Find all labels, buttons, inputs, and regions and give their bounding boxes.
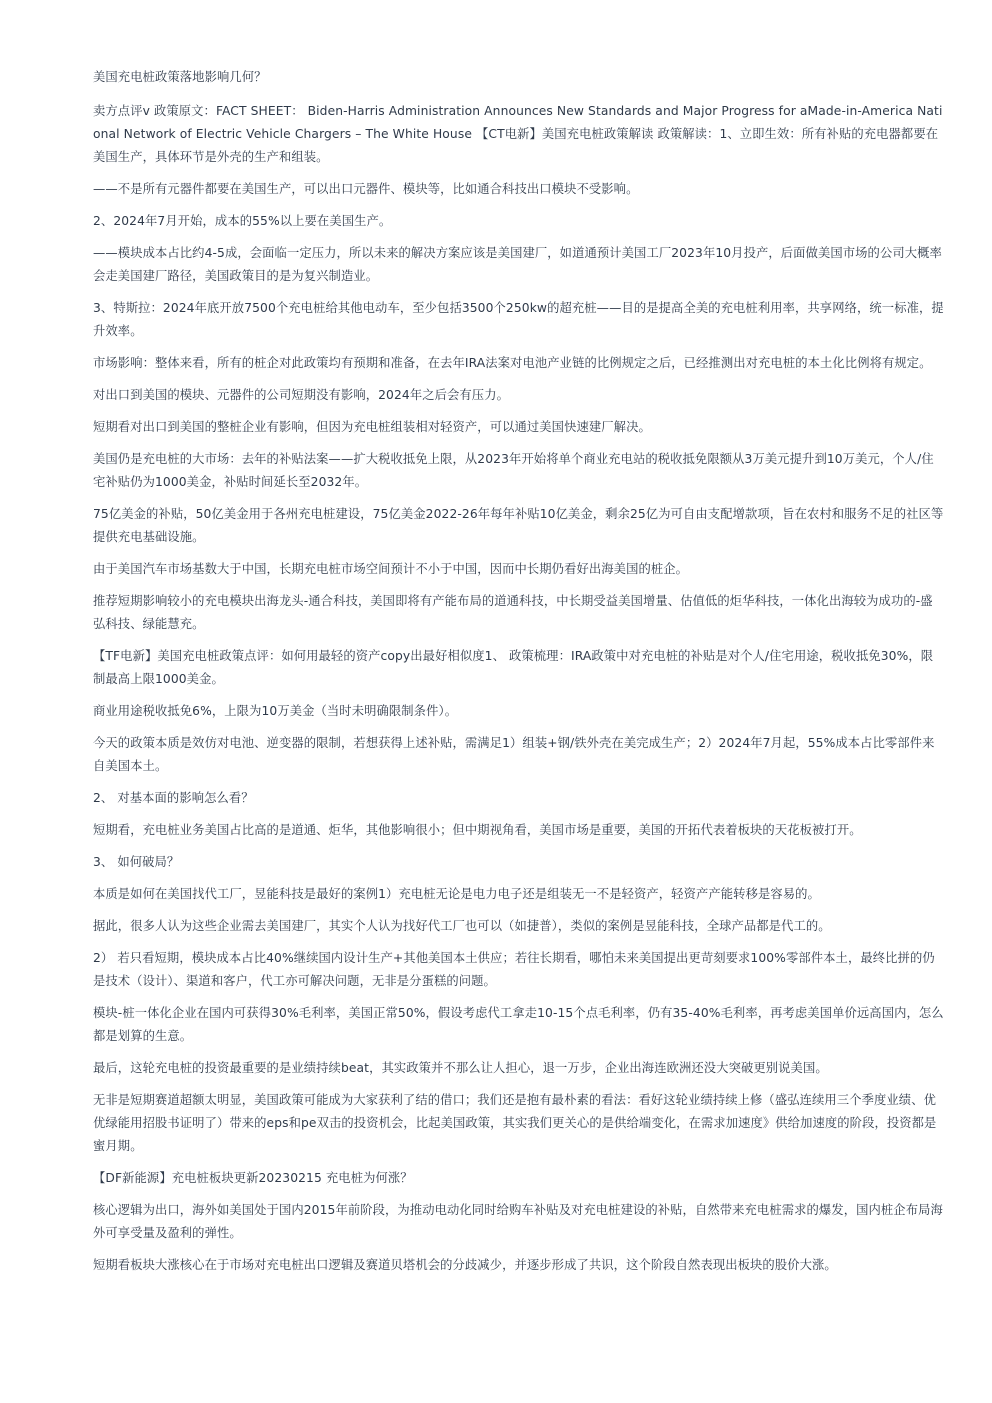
paragraph: ——不是所有元器件都要在美国生产，可以出口元器件、模块等，比如通合科技出口模块不受影响。	[93, 182, 639, 196]
paragraph: 短期看对出口到美国的整桩企业有影响，但因为充电桩组装相对轻资产，可以通过美国快速建厂解决。	[93, 420, 651, 434]
document-title: 美国充电桩政策落地影响几何？	[93, 70, 267, 84]
paragraph: 商业用途税收抵免6%，上限为10万美金（当时未明确限制条件）。	[93, 704, 458, 718]
paragraph: 核心逻辑为出口，海外如美国处于国内2015年前阶段，为推动电动化同时给购车补贴及对充电桩建设的补贴，自然带来充电桩需求的爆发，国内桩企布局海外可享受量及盈利的弹性。	[93, 1203, 943, 1240]
paragraph: 对出口到美国的模块、元器件的公司短期没有影响，2024年之后会有压力。	[93, 388, 509, 402]
paragraph: 75亿美金的补贴，50亿美金用于各州充电桩建设，75亿美金2022-26年每年补贴10亿美金，剩余25亿为可自由支配增款项，旨在农村和服务不足的社区等提供充电基础设施。	[93, 507, 944, 544]
paragraph: 3、 如何破局？	[93, 855, 180, 869]
paragraph: 【TF电新】美国充电桩政策点评：如何用最轻的资产copy出最好相似度1、 政策梳理：IRA政策中对充电桩的补贴是对个人/住宅用途，税收抵免30%，限制最高上限1000美金。	[93, 649, 934, 686]
paragraph: 据此，很多人认为这些企业需去美国建厂，其实个人认为找好代工厂也可以（如捷普），类似的案例是昱能科技，全球产品都是代工的。	[93, 919, 831, 933]
paragraph: 短期看，充电桩业务美国占比高的是道通、炬华，其他影响很小；但中期视角看，美国市场是重要，美国的开拓代表着板块的天花板被打开。	[93, 823, 862, 837]
paragraph: 2） 若只看短期，模块成本占比40%继续国内设计生产+其他美国本土供应；若往长期看，哪怕未来美国提出更苛刻要求100%零部件本土，最终比拼的仍是技术（设计）、渠道和客户，代工亦可解决问题，无非是分蛋糕的问题。	[93, 951, 935, 988]
paragraph: 推荐短期影响较小的充电模块出海龙头-通合科技，美国即将有产能布局的道通科技，中长期受益美国增量、估值低的炬华科技，一体化出海较为成功的-盛弘科技、绿能慧充。	[93, 594, 933, 631]
paragraph: 今天的政策本质是效仿对电池、逆变器的限制，若想获得上述补贴，需满足1）组装+钢/铁外壳在美完成生产；2）2024年7月起，55%成本占比零部件来自美国本土。	[93, 736, 935, 773]
paragraph: 美国仍是充电桩的大市场：去年的补贴法案——扩大税收抵免上限，从2023年开始将单个商业充电站的税收抵免限额从3万美元提升到10万美元，个人/住宅补贴仍为1000美金，补贴时间延长至2032年。	[93, 452, 934, 489]
paragraph: 3、特斯拉：2024年底开放7500个充电桩给其他电动车，至少包括3500个250kw的超充桩——目的是提高全美的充电桩利用率，共享网络，统一标准，提升效率。	[93, 301, 944, 338]
paragraph: 无非是短期赛道超额太明显，美国政策可能成为大家获利了结的借口；我们还是抱有最朴素的看法：看好这轮业绩持续上修（盛弘连续用三个季度业绩、优优绿能用招股书证明了）带来的eps和pe双击的投资机会，比起美国政策，其实我们更关心的是供给端变化，在需求加速度》供给加速度的阶段，投资都是蜜月期。	[93, 1093, 937, 1153]
paragraph: 【DF新能源】充电桩板块更新20230215 充电桩为何涨？	[93, 1171, 413, 1185]
paragraph: 短期看板块大涨核心在于市场对充电桩出口逻辑及赛道贝塔机会的分歧减少，并逐步形成了共识，这个阶段自然表现出板块的股价大涨。	[93, 1258, 837, 1272]
paragraph: 卖方点评v 政策原文：FACT SHEET： Biden-Harris Administration Announces New Standards and Major Progress for aMade-in-America National Network of Electric Vehicle Chargers – The White House 【CT电新】美国充电桩政策解读 政策解读：1、立即生效：所有补贴的充电器都要在美国生产，具体环节是外壳的生产和组装。	[93, 104, 943, 164]
document-body	[93, 66, 945, 1286]
paragraph: 本质是如何在美国找代工厂，昱能科技是最好的案例1）充电桩无论是电力电子还是组装无一不是轻资产，轻资产产能转移是容易的。	[93, 887, 820, 901]
paragraph: 2、 对基本面的影响怎么看？	[93, 791, 254, 805]
paragraph: 由于美国汽车市场基数大于中国，长期充电桩市场空间预计不小于中国，因而中长期仍看好出海美国的桩企。	[93, 562, 689, 576]
paragraph: 市场影响：整体来看，所有的桩企对此政策均有预期和准备，在去年IRA法案对电池产业链的比例规定之后，已经推测出对充电桩的本土化比例将有规定。	[93, 356, 932, 370]
paragraph: 模块-桩一体化企业在国内可获得30%毛利率，美国正常50%，假设考虑代工拿走10-15个点毛利率，仍有35-40%毛利率，再考虑美国单价远高国内，怎么都是划算的生意。	[93, 1006, 944, 1043]
paragraph: 2、2024年7月开始，成本的55%以上要在美国生产。	[93, 214, 392, 228]
paragraph: 最后，这轮充电桩的投资最重要的是业绩持续beat，其实政策并不那么让人担心，退一万步，企业出海连欧洲还没大突破更别说美国。	[93, 1061, 828, 1075]
paragraph: ——模块成本占比约4-5成，会面临一定压力，所以未来的解决方案应该是美国建厂，如道通预计美国工厂2023年10月投产，后面做美国市场的公司大概率会走美国建厂路径，美国政策目的是为复兴制造业。	[93, 246, 942, 283]
